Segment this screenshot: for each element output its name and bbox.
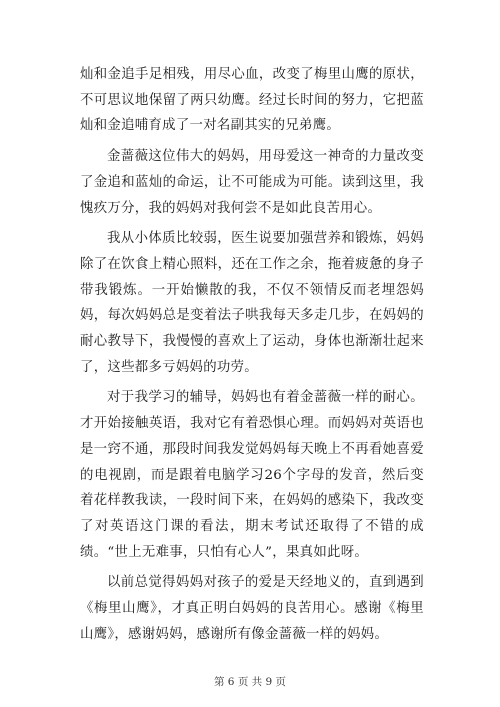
page-number-footer: 第 6 页 共 9 页 (213, 676, 287, 688)
paragraph: 我从小体质比较弱，医生说要加强营养和锻炼，妈妈除了在饮食上精心照料，还在工作之余，拖着疲惫的身子带我锻炼。一开始懒散的我，不仅不领情反而老埋怨妈妈，每次妈妈总是变着法子哄我每天多走几步，在妈妈的耐心教导下，我慢慢的喜欢上了运动，身体也渐渐壮起来了，这些都多亏妈妈的功劳。 (80, 231, 424, 375)
paragraph-continuation: 灿和金追手足相残，用尽心血，改变了梅里山鹰的原状，不可思议地保留了两只幼鹰。经过长时间的努力，它把蓝灿和金追哺育成了一对名副其实的兄弟鹰。 (80, 67, 424, 134)
paragraph: 以前总觉得妈妈对孩子的爱是天经地义的，直到遇到《梅里山鹰》，才真正明白妈妈的良苦用心。感谢《梅里山鹰》，感谢妈妈，感谢所有像金蔷薇一样的妈妈。 (80, 575, 424, 642)
paragraph: 对于我学习的辅导，妈妈也有着金蔷薇一样的耐心。才开始接触英语，我对它有着恐惧心理。而妈妈对英语也是一窍不通，那段时间我发觉妈妈每天晚上不再看她喜爱的电视剧，而是跟着电脑学习26个字母的发音，然后变着花样教我读，一段时间下来，在妈妈的感染下，我改变了对英语这门课的看法，期末考试还取得了不错的成绩。“世上无难事，只怕有心人”，果真如此呀。 (80, 390, 424, 560)
document-body (80, 62, 424, 647)
paragraph: 金蔷薇这位伟大的妈妈，用母爱这一神奇的力量改变了金追和蓝灿的命运，让不可能成为可能。读到这里，我愧疚万分，我的妈妈对我何尝不是如此良苦用心。 (80, 149, 424, 216)
